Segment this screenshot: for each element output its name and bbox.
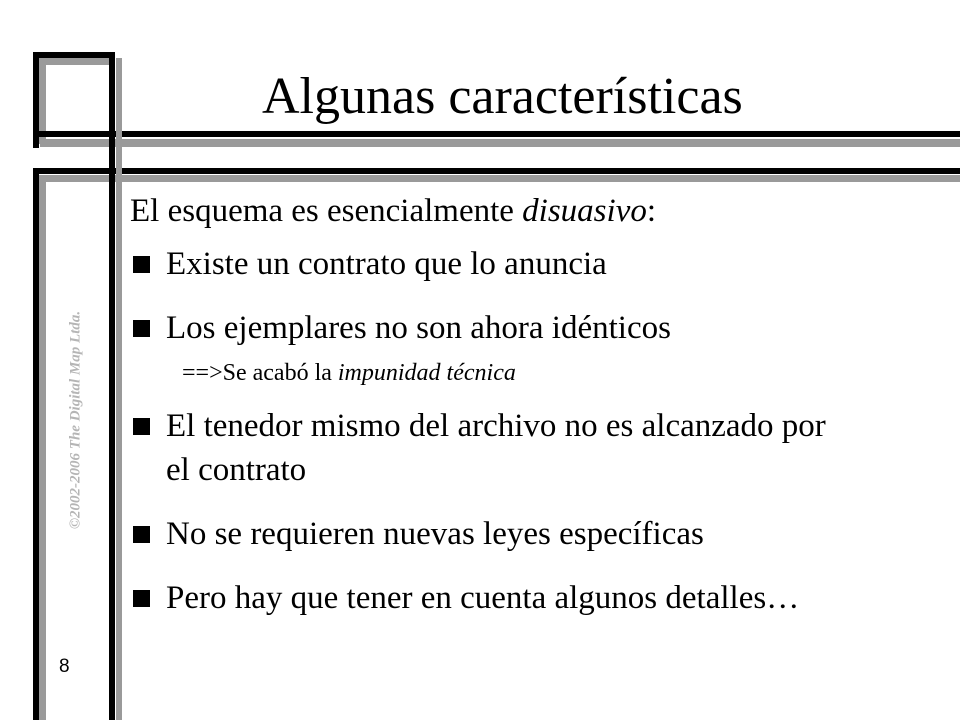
square-bullet-icon: [133, 526, 150, 543]
frame-line: [33, 168, 39, 720]
frame-shadow: [39, 58, 111, 65]
bullet-item: [130, 576, 846, 620]
title-rule: [33, 131, 960, 137]
bullet-item: [130, 404, 846, 492]
frame-shadow: [40, 175, 960, 182]
bullet-item: [130, 306, 930, 350]
frame-shadow: [40, 139, 960, 147]
slide-body: [130, 188, 930, 620]
intro-colon: :: [646, 193, 657, 229]
intro-emphasis: disuasivo: [522, 193, 647, 229]
slide-title: Algunas características: [262, 68, 743, 125]
bullet-item: [130, 242, 930, 286]
square-bullet-icon: [133, 418, 150, 435]
sub-note-text: ==>Se acabó la: [182, 360, 338, 386]
bullet-text: Pero hay que tener en cuenta algunos detalles…: [166, 580, 800, 616]
frame-line: [33, 168, 960, 174]
square-bullet-icon: [133, 320, 150, 337]
bullet-text: Existe un contrato que lo anuncia: [166, 246, 607, 282]
sub-note: [130, 354, 930, 392]
intro-text: El esquema es esencialmente: [130, 193, 523, 229]
square-bullet-icon: [133, 590, 150, 607]
frame-line: [33, 52, 113, 58]
bullet-text: No se requieren nuevas leyes específicas: [166, 516, 704, 552]
copyright-watermark: ©2002-2006 The Digital Map Ltda.: [67, 310, 84, 530]
sub-note-emphasis: impunidad técnica: [337, 360, 516, 386]
frame-shadow: [116, 58, 122, 720]
intro-line: [130, 188, 930, 234]
frame-shadow: [39, 175, 46, 720]
bullet-text: Los ejemplares no son ahora idénticos: [166, 310, 671, 346]
bullet-text: El tenedor mismo del archivo no es alcanzado por el contrato: [166, 408, 826, 488]
bullet-item: [130, 512, 930, 556]
frame-line: [109, 52, 115, 720]
square-bullet-icon: [133, 256, 150, 273]
page-number: 8: [59, 656, 70, 677]
